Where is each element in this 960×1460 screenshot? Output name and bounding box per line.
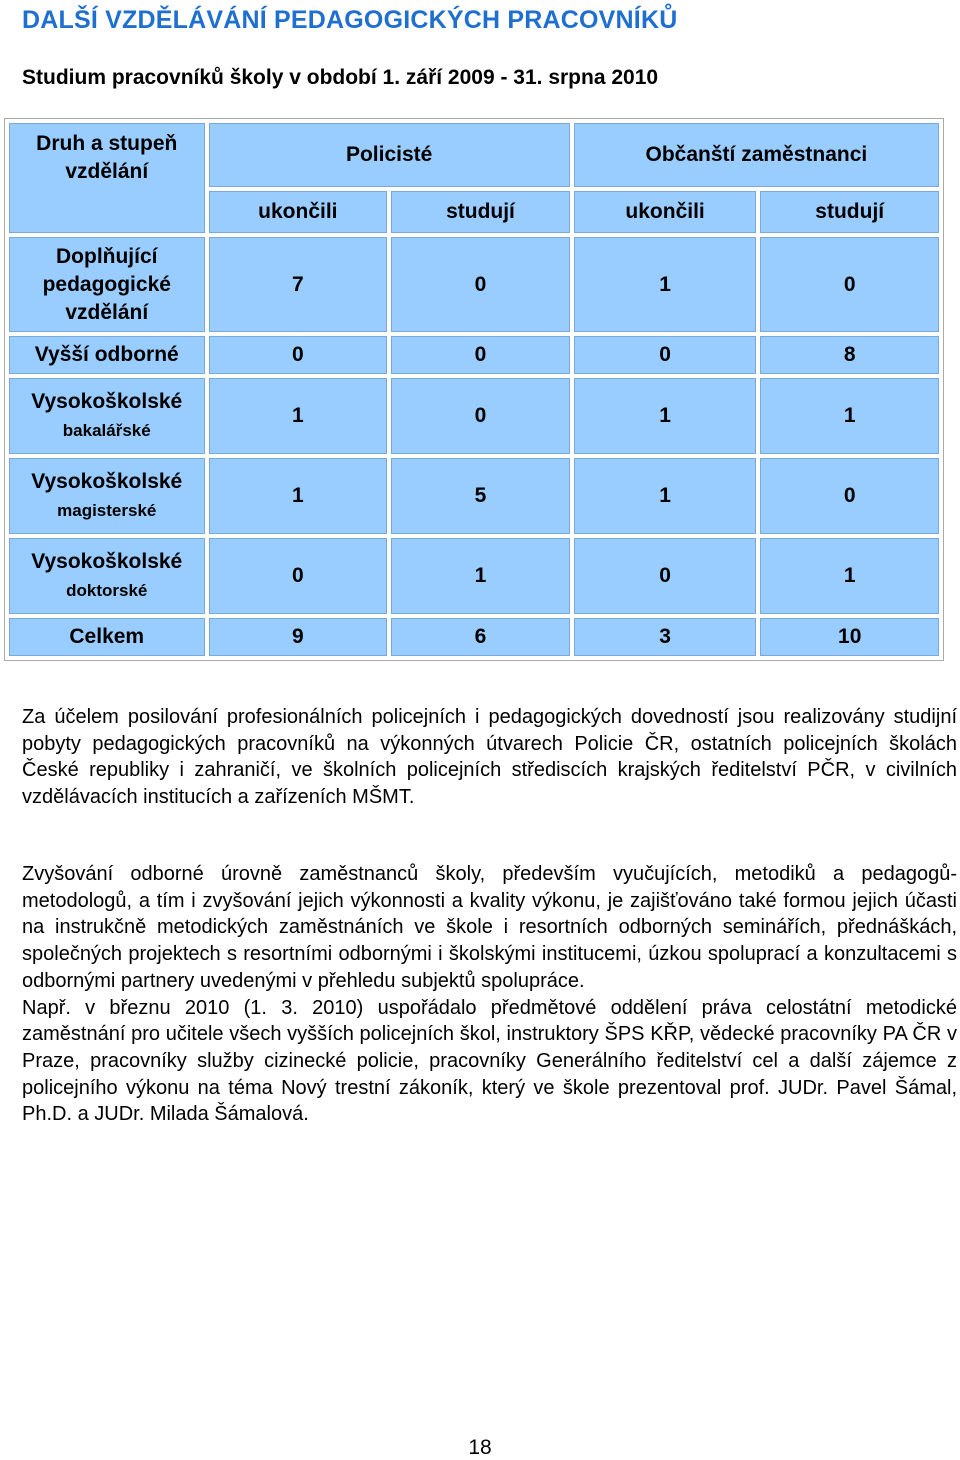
table-cell: 7 — [209, 237, 388, 332]
section-subheading: Studium pracovníků školy v období 1. září 2009 - 31. srpna 2010 — [22, 66, 659, 89]
table-cell: 6 — [391, 618, 570, 656]
subheader-cell: studují — [391, 191, 570, 233]
table-cell: 1 — [574, 237, 757, 332]
table-cell: 1 — [209, 378, 388, 454]
row-label: Vysokoškolské bakalářské — [9, 378, 205, 454]
row-label: Doplňující pedagogické vzdělání — [9, 237, 205, 332]
table-cell: 0 — [391, 237, 570, 332]
paragraph-study-stays — [22, 704, 957, 811]
row-sublabel: magisterské — [57, 500, 157, 520]
table-total-row — [9, 618, 939, 656]
corner-header: Druh a stupeň vzdělání — [9, 123, 205, 233]
table-cell: 9 — [209, 618, 388, 656]
table-cell: 8 — [760, 336, 939, 374]
table-header-row — [9, 123, 939, 187]
table-cell: 1 — [209, 458, 388, 534]
table-row — [9, 378, 939, 454]
subheader-cell: studují — [760, 191, 939, 233]
table-cell: 3 — [574, 618, 757, 656]
row-sublabel: doktorské — [66, 580, 148, 600]
table-cell: 0 — [209, 336, 388, 374]
subheader-cell: ukončili — [209, 191, 388, 233]
table-cell: 1 — [574, 378, 757, 454]
row-sublabel: bakalářské — [62, 420, 151, 440]
page-heading: DALŠÍ VZDĚLÁVÁNÍ PEDAGOGICKÝCH PRACOVNÍKŮ — [22, 6, 678, 34]
table-cell: 0 — [391, 336, 570, 374]
table-cell: 1 — [574, 458, 757, 534]
table-cell: 1 — [391, 538, 570, 614]
subheader-cell: ukončili — [574, 191, 757, 233]
row-label: Vysokoškolské doktorské — [9, 538, 205, 614]
table-cell: 0 — [760, 458, 939, 534]
table-cell: 0 — [391, 378, 570, 454]
group-header-civil: Občanští zaměstnanci — [574, 123, 939, 187]
table-row — [9, 237, 939, 332]
row-label: Celkem — [9, 618, 205, 656]
table-row — [9, 336, 939, 374]
paragraph-text: Za účelem posilování profesionálních policejních i pedagogických dovedností jsou realizovány studijní pobyty pedagogických pracovníků na výkonných útvarech Policie ČR, ostatních policejních školách České republiky i zahraničí, ve školních policejních střediscích krajských ředitelství PČR, v civilních vzdělávacích institucích a zařízeních MŠMT. — [22, 706, 957, 809]
study-table — [4, 118, 944, 661]
table-row — [9, 538, 939, 614]
table-row — [9, 458, 939, 534]
row-label: Vyšší odborné — [9, 336, 205, 374]
table-cell: 0 — [574, 538, 757, 614]
table-cell: 0 — [209, 538, 388, 614]
table-cell: 0 — [760, 237, 939, 332]
paragraph-text: Zvyšování odborné úrovně zaměstnanců školy, především vyučujících, metodiků a pedagogů-metodologů, a tím i zvyšování jejich výkonnosti a kvality výkonu, je zajišťováno také formou jejich účasti na instrukčně metodických zaměstnáních ve škole i resortních odborných seminářích, přednáškách, společných projektech s resortními odbornými i školskými institucemi, úzkou spoluprací a konzultacemi s odbornými partnery uvedenými v přehledu subjektů spolupráce. — [22, 863, 957, 992]
row-label: Vysokoškolské magisterské — [9, 458, 205, 534]
paragraph-qualification — [22, 861, 957, 1128]
table-cell: 1 — [760, 378, 939, 454]
table-cell: 5 — [391, 458, 570, 534]
table-cell: 10 — [760, 618, 939, 656]
table-cell: 0 — [574, 336, 757, 374]
page-number: 18 — [468, 1436, 492, 1459]
table-cell: 1 — [760, 538, 939, 614]
paragraph-text: Např. v březnu 2010 (1. 3. 2010) uspořádalo předmětové oddělení práva celostátní metodické zaměstnání pro učitele všech vyšších policejních škol, instruktory ŠPS KŘP, vědecké pracovníky PA ČR v Praze, pracovníky služby cizinecké policie, pracovníky Generálního ředitelství cel a další zájemce z policejního výkonu na téma Nový trestní zákoník, který ve škole prezentoval prof. JUDr. Pavel Šámal, Ph.D. a JUDr. Milada Šámalová. — [22, 996, 957, 1126]
group-header-police: Policisté — [209, 123, 570, 187]
